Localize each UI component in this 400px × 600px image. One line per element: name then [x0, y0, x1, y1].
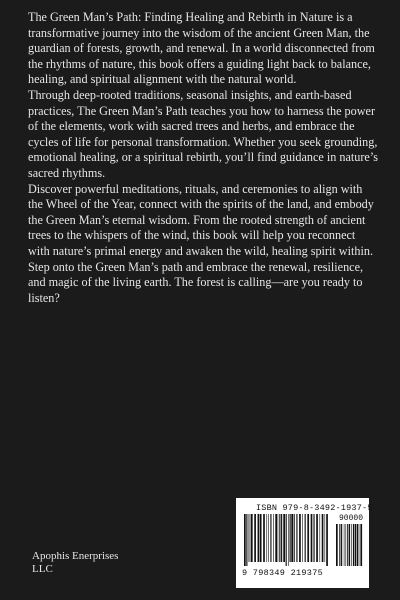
- barcode-bar: [281, 514, 282, 562]
- barcode-bar: [291, 514, 293, 562]
- barcode-bar: [258, 514, 260, 562]
- blurb-paragraph-1: The Green Man’s Path: Finding Healing and Rebirth in Nature is a transformative journey into the wisdom of the ancient Green Man, the guardian of forests, growth, and renewal. In a world disconnected from the rhythms of nature, this book offers a guiding light back to balance, healing, and spiritual alignment with the natural world.: [28, 10, 375, 87]
- barcode-bar: [320, 514, 321, 562]
- barcode-bar: [360, 524, 362, 566]
- barcode-bar: [336, 524, 338, 566]
- barcode-addon-bars: [336, 524, 363, 570]
- barcode-bar: [266, 514, 267, 562]
- price-addon-code: 90000: [339, 514, 364, 523]
- publisher-suffix: LLC: [32, 563, 53, 575]
- barcode-bar: [316, 514, 318, 562]
- barcode-bar: [347, 524, 348, 566]
- blurb-paragraph-4: Step onto the Green Man’s path and embrace the renewal, resilience, and magic of the living earth. The forest is calling—are you ready to listen?: [28, 259, 364, 305]
- barcode-bar: [270, 514, 271, 562]
- barcode-bar: [244, 514, 246, 566]
- barcode-bar: [250, 514, 251, 562]
- barcode-bar: [251, 514, 253, 562]
- blurb-paragraph-3: Discover powerful meditations, rituals, and ceremonies to align with the Wheel of the Year, connect with the spirits of the land, and embody the Green Man’s eternal wisdom. From the rooted strength of ancient trees to the whispers of the wind, this book will help you reconnect with nature’s primal energy and awaken the wild, healing spirit within.: [28, 181, 374, 258]
- barcode-bar: [286, 514, 287, 566]
- barcode-bar: [326, 514, 328, 566]
- barcode-bar: [294, 514, 295, 562]
- barcode-bar: [296, 514, 297, 562]
- barcode-bar: [307, 514, 309, 562]
- barcode-bar: [349, 524, 350, 566]
- barcode-bar: [246, 514, 247, 566]
- barcode-bar: [355, 524, 357, 566]
- barcode-bar: [260, 514, 262, 562]
- barcode-bar: [273, 514, 274, 562]
- barcode-bar: [290, 514, 291, 562]
- barcode-bar: [278, 514, 279, 562]
- barcode-bar: [311, 514, 313, 562]
- barcode-bar: [322, 514, 324, 562]
- barcode-bar: [299, 514, 301, 562]
- barcode-bar: [359, 524, 360, 566]
- barcode-bar: [249, 514, 250, 562]
- barcode-main-bars: [244, 514, 330, 566]
- barcode-bar: [357, 524, 358, 566]
- barcode-bar: [339, 524, 340, 566]
- barcode-bar: [279, 514, 280, 562]
- barcode-bar: [344, 524, 345, 566]
- barcode-bar: [275, 514, 277, 562]
- isbn-barcode: [236, 498, 373, 588]
- barcode-bar: [302, 514, 303, 562]
- barcode-bar: [263, 514, 265, 562]
- barcode-bar: [288, 514, 289, 566]
- barcode-digits: 9 798349 219375: [242, 568, 324, 578]
- blurb-paragraph-2: Through deep-rooted traditions, seasonal insights, and earth-based practices, The Green Man’s Path teaches you how to harness the power of the elements, work with sacred trees and herbs, and embrace the cycles of life for personal transformation. Whether you seek grounding, emotional healing, or a spiritual rebirth, you’ll find guidance in nature’s sacred rhythms.: [28, 87, 378, 180]
- barcode-bar: [353, 524, 354, 566]
- barcode-bar: [351, 524, 352, 566]
- isbn-label: ISBN 979-8-3492-1937-5: [256, 503, 373, 513]
- barcode-bar: [254, 514, 256, 562]
- publisher-name: Apophis Enerprises: [32, 550, 119, 562]
- barcode-bar: [313, 514, 314, 562]
- barcode-bar: [305, 514, 306, 562]
- barcode-bar: [283, 514, 285, 562]
- cover-blurb: [28, 10, 378, 306]
- barcode-bar: [346, 524, 347, 566]
- barcode-bar: [325, 514, 326, 562]
- barcode-bar: [268, 514, 269, 562]
- publisher-imprint: [32, 550, 118, 576]
- barcode-bar: [341, 524, 342, 566]
